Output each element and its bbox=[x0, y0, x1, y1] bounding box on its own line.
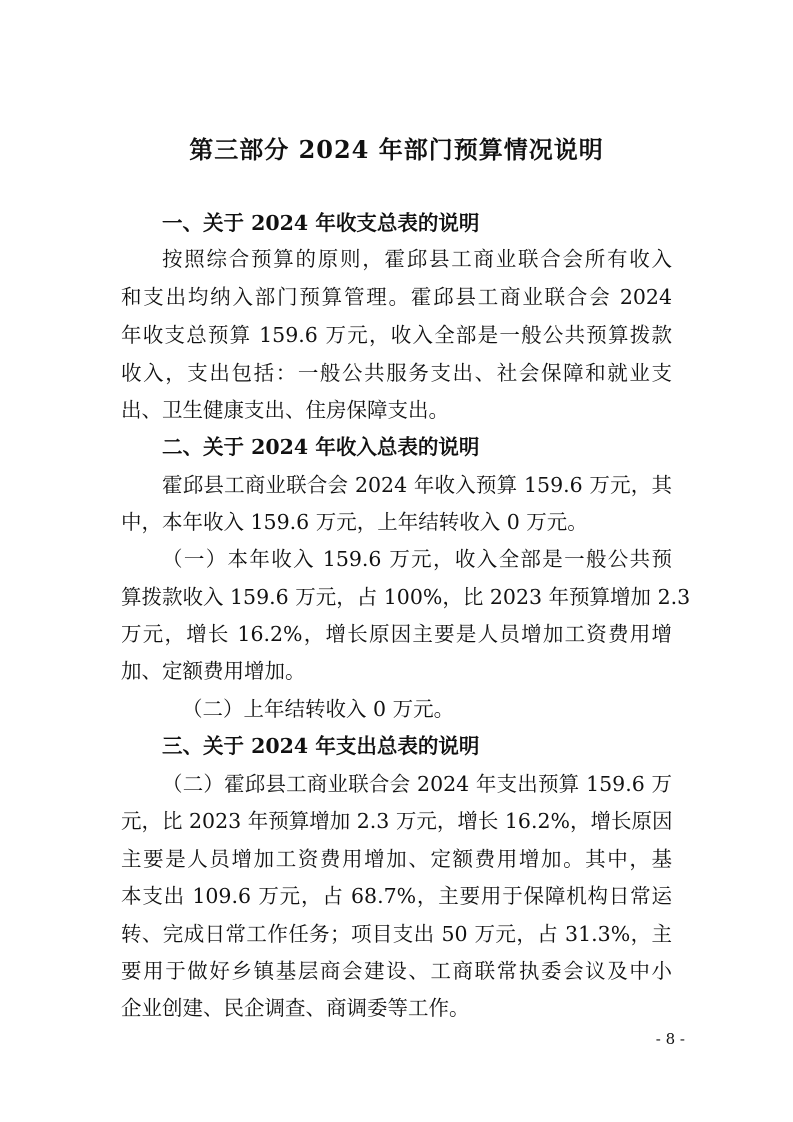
paragraph-line: 转、完成日常工作任务；项目支出 50 万元，占 31.3%，主 bbox=[121, 922, 672, 946]
paragraph-line: 收入，支出包括：一般公共服务支出、社会保障和就业支 bbox=[121, 361, 672, 385]
paragraph-line: 本支出 109.6 万元，占 68.7%，主要用于保障机构日常运 bbox=[121, 884, 672, 908]
page-title: 第三部分 2024 年部门预算情况说明 bbox=[189, 135, 604, 164]
paragraph-line: 年收支总预算 159.6 万元，收入全部是一般公共预算拨款 bbox=[121, 323, 672, 347]
paragraph-line: 加、定额费用增加。 bbox=[121, 659, 306, 683]
section-heading-1: 一、关于 2024 年收支总表的说明 bbox=[162, 211, 480, 235]
paragraph-line: 企业创建、民企调查、商调委等工作。 bbox=[121, 996, 470, 1020]
paragraph-line: 算拨款收入 159.6 万元，占 100%，比 2023 年预算增加 2.3 bbox=[121, 585, 691, 609]
paragraph-line: 主要是人员增加工资费用增加、定额费用增加。其中，基 bbox=[121, 847, 672, 871]
paragraph-line: 元，比 2023 年预算增加 2.3 万元，增长 16.2%，增长原因 bbox=[121, 809, 673, 833]
paragraph-line: （一）本年收入 159.6 万元，收入全部是一般公共预 bbox=[162, 547, 672, 571]
section-heading-3: 三、关于 2024 年支出总表的说明 bbox=[162, 734, 480, 758]
paragraph-line: 按照综合预算的原则，霍邱县工商业联合会所有收入 bbox=[162, 247, 672, 271]
paragraph-line: （二）上年结转收入 0 万元。 bbox=[182, 697, 455, 721]
paragraph-line: 万元，增长 16.2%，增长原因主要是人员增加工资费用增 bbox=[121, 622, 672, 646]
paragraph-line: 要用于做好乡镇基层商会建设、工商联常执委会议及中小 bbox=[121, 959, 672, 983]
page-number: - 8 - bbox=[655, 1030, 685, 1048]
section-heading-2: 二、关于 2024 年收入总表的说明 bbox=[162, 435, 480, 459]
paragraph-line: 霍邱县工商业联合会 2024 年收入预算 159.6 万元，其 bbox=[162, 473, 672, 497]
paragraph-line: 中，本年收入 159.6 万元，上年结转收入 0 万元。 bbox=[121, 510, 588, 534]
paragraph-line: （二）霍邱县工商业联合会 2024 年支出预算 159.6 万 bbox=[162, 772, 672, 796]
paragraph-line: 和支出均纳入部门预算管理。霍邱县工商业联合会 2024 bbox=[121, 285, 672, 309]
paragraph-line: 出、卫生健康支出、住房保障支出。 bbox=[121, 398, 449, 422]
